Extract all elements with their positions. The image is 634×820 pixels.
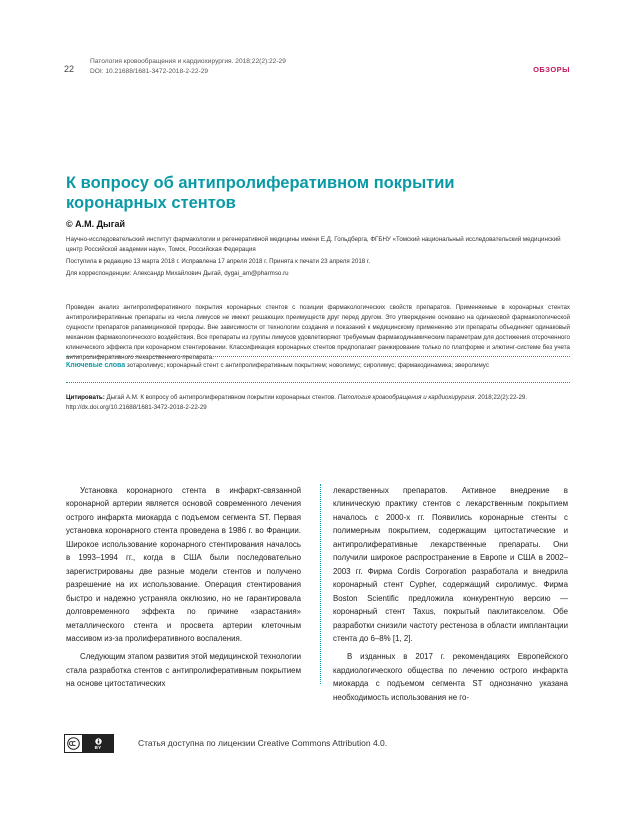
column-divider <box>320 484 321 684</box>
citation-journal: Патология кровообращения и кардиохирургия <box>337 394 475 401</box>
article-author: © А.М. Дыгай <box>66 219 126 229</box>
page-number: 22 <box>64 64 75 74</box>
paragraph: лекарственных препаратов. Активное внедрение в клиническую практику стентов с лекарственным покрытием началось с 2000-х гг. Появились коронарные стенты с полимерным покрытием, содержащим цитостатические и антипролиферативные лекарственные препараты. Они получили широкое распространение в Европе и США в 2002–2003 гг. Фирма Cordis Corporation разработала и внедрила коронарный стент Cypher, содержащий сиролимус. Фирма Boston Scientific предложила конкурентную версию — коронарный стент Taxus, покрытый паклитакселом. Обе разработки снизили частоту рестеноза в области имплантации стента до 6–8% [1, 2]. <box>333 486 568 643</box>
paragraph: В изданных в 2017 г. рекомендациях Европейского кардиологического общества по лечению острого инфаркта миокарда с подъемом сегмента ST однозначно указана необходимость использования не го- <box>333 652 568 702</box>
keywords-label: Ключевые слова <box>66 362 126 369</box>
journal-info <box>90 57 286 77</box>
abstract-divider <box>66 356 570 357</box>
body-column-left <box>66 484 301 691</box>
citation <box>66 393 570 413</box>
cc-icon <box>65 735 83 752</box>
correspondence: Для корреспонденции: Александр Михайлович Дыгай, dygai_am@pharmso.ru <box>66 270 289 277</box>
article-title: К вопросу об антипролиферативном покрытии коронарных стентов <box>66 174 455 212</box>
keywords-divider <box>66 382 570 383</box>
citation-text: Дыгай А.М. К вопросу об антипролиферативном покрытии коронарных стентов. <box>104 394 338 401</box>
article-dates: Поступила в редакцию 13 марта 2018 г. Исправлена 17 апреля 2018 г. Принята к печати 23 апреля 2018 г. <box>66 258 371 265</box>
abstract: Проведен анализ антипролиферативного покрытия коронарных стентов с позиции фармакологических свойств препаратов. Применяемые в коронарных стентах антипролиферативные препараты из числа лимусов не имеют решающих преимуществ друг перед другом. Это утверждение основано на одинаковой фармакологической сущности препаратов рапамициновой природы. Вне зависимости от технологии создания и показаний к медицинскому применению эти препараты объединяет одинаковый механизм фармакологического воздействия. Все препараты из группы лимусов удовлетворяют требуемым фармакодинамическим параметрам для достижения отсроченного клинического эффекта при коронарном стентировании. Классификация коронарных стентов предполагает ранжирование только по платформе и элютинг-системе без учета антипролиферативного лекарственного препарата. <box>66 304 570 361</box>
paragraph: Установка коронарного стента в инфаркт-связанной коронарной артерии является основой современного лечения острого инфаркта миокарда с подъемом сегмента ST. Первая установка коронарного стента проведена в 1986 г. во Франции. Широкое использование коронарного стентирования началось в 1993–1994 гг., когда в США были последовательно зарегистрированы две разные модели стентов и получено разрешение на их использование. Операция стентирования быстро и надежно устраняла окклюзию, но не гарантировала долговременного эффекта по причине «зарастания» металлического стента и просвета артерии клеточным массивом из-за пролиферативного воспаления. <box>66 486 301 643</box>
section-label: ОБЗОРЫ <box>533 65 570 74</box>
cc-license-badge <box>64 734 114 753</box>
body-column-right <box>333 484 568 704</box>
citation-tail: . 2018;22(2):22-29. http://dx.doi.org/10.21688/1681-3472-2018-2-22-29 <box>66 394 528 411</box>
paragraph: Следующим этапом развития этой медицинской технологии стала разработка стентов с антипролиферативным покрытием на основе цитостатических <box>66 652 301 689</box>
journal-citation: Патология кровообращения и кардиохирургия. 2018;22(2):22-29 <box>90 58 286 65</box>
author-affiliation: Научно-исследовательский институт фармакологии и регенеративной медицины имени Е.Д. Гольдберга, ФГБНУ «Томский национальный исследовательский медицинский центр Российской академии наук», Томск, Российская Федерация <box>66 236 561 253</box>
person-icon <box>95 738 102 745</box>
cc-by-box <box>83 735 113 752</box>
citation-label: Цитировать: <box>66 394 105 401</box>
journal-doi: DOI: 10.21688/1681-3472-2018-2-22-29 <box>90 68 209 75</box>
cc-by-label: BY <box>94 744 102 750</box>
keywords-text: зотаролимус; коронарный стент с антипролиферативным покрытием; новолимус; сиролимус; фармакодинамика; эверолимус <box>125 362 489 369</box>
keywords <box>66 361 570 371</box>
license-text: Статья доступна по лицензии Creative Commons Attribution 4.0. <box>138 738 388 748</box>
